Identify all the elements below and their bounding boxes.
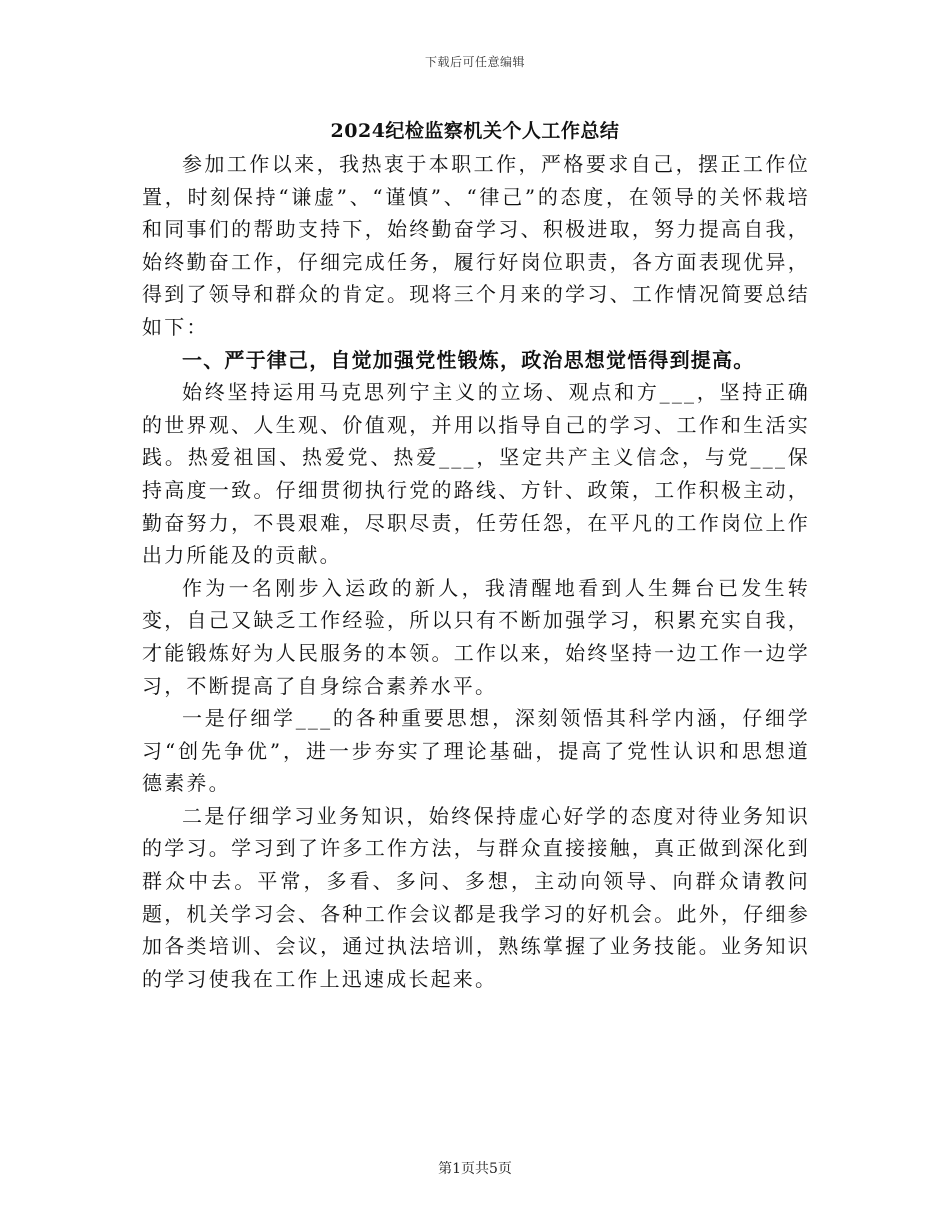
document-title: 2024纪检监察机关个人工作总结 bbox=[330, 120, 620, 142]
paragraph-newcomer: 作为一名刚步入运政的新人，我清醒地看到人生舞台已发生转变，自己又缺乏工作经验，所以只有不断加强学习，积累充实自我，才能锻炼好为人民服务的本领。工作以来，始终坚持一边工作一边学习，不断提高了自身综合素养水平。 bbox=[142, 575, 810, 698]
page-number: 第1页共5页 bbox=[438, 1161, 512, 1177]
paragraph-point-two: 二是仔细学习业务知识，始终保持虚心好学的态度对待业务知识的学习。学习到了许多工作方法，与群众直接接触，真正做到深化到群众中去。平常，多看、多问、多想，主动向领导、向群众请教问题，机关学习会、各种工作会议都是我学习的好机会。此外，仔细参加各类培训、会议，通过执法培训，熟练掌握了业务技能。业务知识的学习使我在工作上迅速成长起来。 bbox=[142, 803, 810, 991]
paragraph-intro: 参加工作以来，我热衷于本职工作，严格要求自己，摆正工作位置，时刻保持“谦虚”、“谨慎”、“律己”的态度，在领导的关怀栽培和同事们的帮助支持下，始终勤奋学习、积极进取，努力提高自我，始终勤奋工作，仔细完成任务，履行好岗位职责，各方面表现优异，得到了领导和群众的肯定。现将三个月来的学习、工作情况简要总结如下： bbox=[142, 152, 810, 339]
document-body bbox=[142, 148, 810, 995]
paragraph-point-one: 一是仔细学___的各种重要思想，深刻领悟其科学内涵，仔细学习“创先争优”，进一步夯实了理论基础，提高了党性认识和思想道德素养。 bbox=[142, 706, 810, 796]
header-note: 下载后可任意编辑 bbox=[424, 55, 525, 69]
section-heading-1: 一、严于律己，自觉加强党性锻炼，政治思想觉悟得到提高。 bbox=[182, 347, 755, 372]
paragraph-political: 始终坚持运用马克思列宁主义的立场、观点和方___，坚持正确的世界观、人生观、价值观，并用以指导自己的学习、工作和生活实践。热爱祖国、热爱党、热爱___，坚定共产主义信念，与党___保持高度一致。仔细贯彻执行党的路线、方针、政策，工作积极主动，勤奋努力，不畏艰难，尽职尽责，任劳任怨，在平凡的工作岗位上作出力所能及的贡献。 bbox=[142, 380, 810, 568]
